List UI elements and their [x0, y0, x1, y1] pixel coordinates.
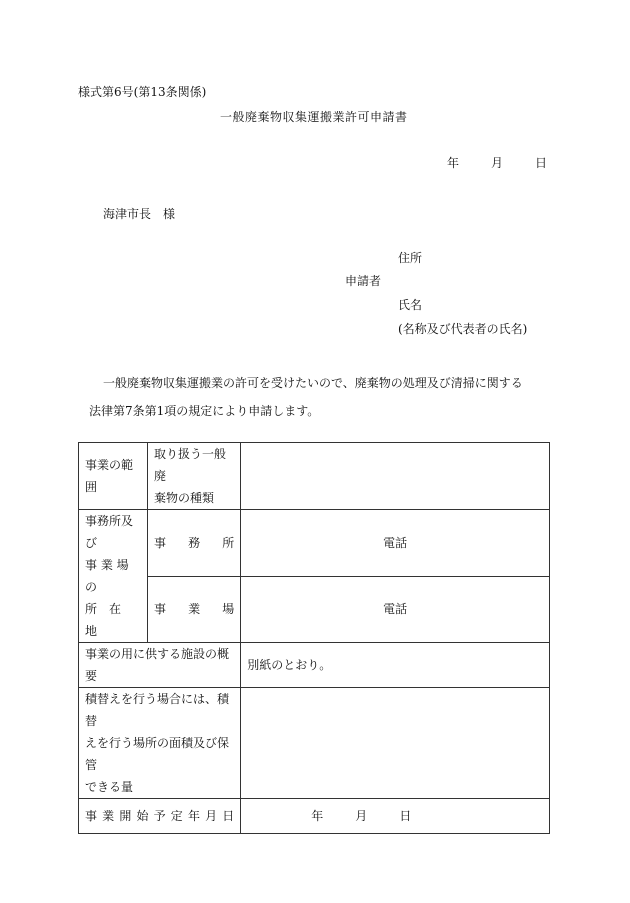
table-row [79, 576, 550, 643]
name-label: 氏名 [398, 298, 423, 312]
transfer-field[interactable] [241, 688, 550, 799]
office-label-char: 事 [153, 535, 166, 550]
table-row [79, 643, 550, 688]
facility-label: 事業の用に供する施設の概要 [79, 643, 241, 688]
table-row [79, 510, 550, 577]
table-row [79, 443, 550, 510]
name-note: (名称及び代表者の氏名) [398, 322, 528, 336]
site-label-char: 事 [153, 602, 166, 617]
location-label [79, 510, 148, 643]
start-month: 月 [355, 809, 368, 823]
site-address-field[interactable] [241, 576, 550, 643]
start-label-char: 予 [153, 809, 166, 823]
date-month: 月 [491, 156, 504, 170]
addressee: 海津市長 様 [103, 207, 176, 221]
start-label-char: 定 [170, 809, 183, 823]
start-date-label [79, 799, 241, 834]
transfer-label-line: できる量 [85, 780, 134, 794]
table-row [79, 688, 550, 799]
start-label-char: 業 [102, 809, 115, 823]
office-label-char: 務 [188, 535, 201, 550]
scope-label: 事業の範囲 [79, 443, 148, 510]
address-label: 住所 [398, 251, 423, 265]
start-year: 年 [311, 809, 324, 823]
start-label-char: 開 [119, 809, 132, 823]
form-number: 様式第6号(第13条関係) [78, 85, 207, 99]
date-day: 日 [535, 156, 548, 170]
transfer-label [79, 688, 241, 799]
transfer-label-line: 積替えを行う場合には、積替 [85, 692, 230, 728]
office-label-char: 所 [222, 535, 235, 550]
body-text-line-2: 法律第7条第1項の規定により申請します。 [89, 404, 320, 418]
transfer-label-line: えを行う場所の面積及び保管 [85, 736, 230, 772]
application-date [447, 154, 547, 171]
waste-type-field[interactable] [241, 443, 550, 510]
document-title: 一般廃棄物収集運搬業許可申請書 [220, 110, 408, 124]
site-label [147, 576, 240, 643]
location-label-line: 事務所及び [85, 514, 134, 550]
location-label-line: 所 在 地 [85, 602, 134, 638]
start-label-char: 月 [205, 809, 218, 823]
start-label-char: 年 [187, 809, 200, 823]
office-phone-label: 電話 [383, 535, 408, 550]
facility-value[interactable]: 別紙のとおり。 [241, 643, 550, 688]
start-date-field[interactable] [241, 799, 550, 834]
date-year: 年 [447, 156, 460, 170]
waste-type-label-line: 棄物の種類 [153, 491, 214, 505]
site-label-char: 場 [222, 602, 235, 617]
site-label-char: 業 [188, 602, 201, 617]
start-label-char: 始 [136, 809, 149, 823]
site-phone-label: 電話 [383, 602, 408, 617]
start-label-char: 事 [85, 809, 98, 823]
application-table [78, 442, 550, 834]
office-label [147, 510, 240, 577]
body-text-line-1: 一般廃棄物収集運搬業の許可を受けたいので、廃棄物の処理及び清掃に関する [103, 376, 523, 390]
start-label-char: 日 [222, 809, 235, 823]
location-label-line: 事 業 場 の [85, 558, 129, 594]
waste-type-label-line: 取り扱う一般廃 [153, 447, 226, 483]
waste-type-label [147, 443, 240, 510]
start-day: 日 [399, 809, 412, 823]
office-address-field[interactable] [241, 510, 550, 577]
applicant-label: 申請者 [345, 274, 382, 288]
table-row [79, 799, 550, 834]
